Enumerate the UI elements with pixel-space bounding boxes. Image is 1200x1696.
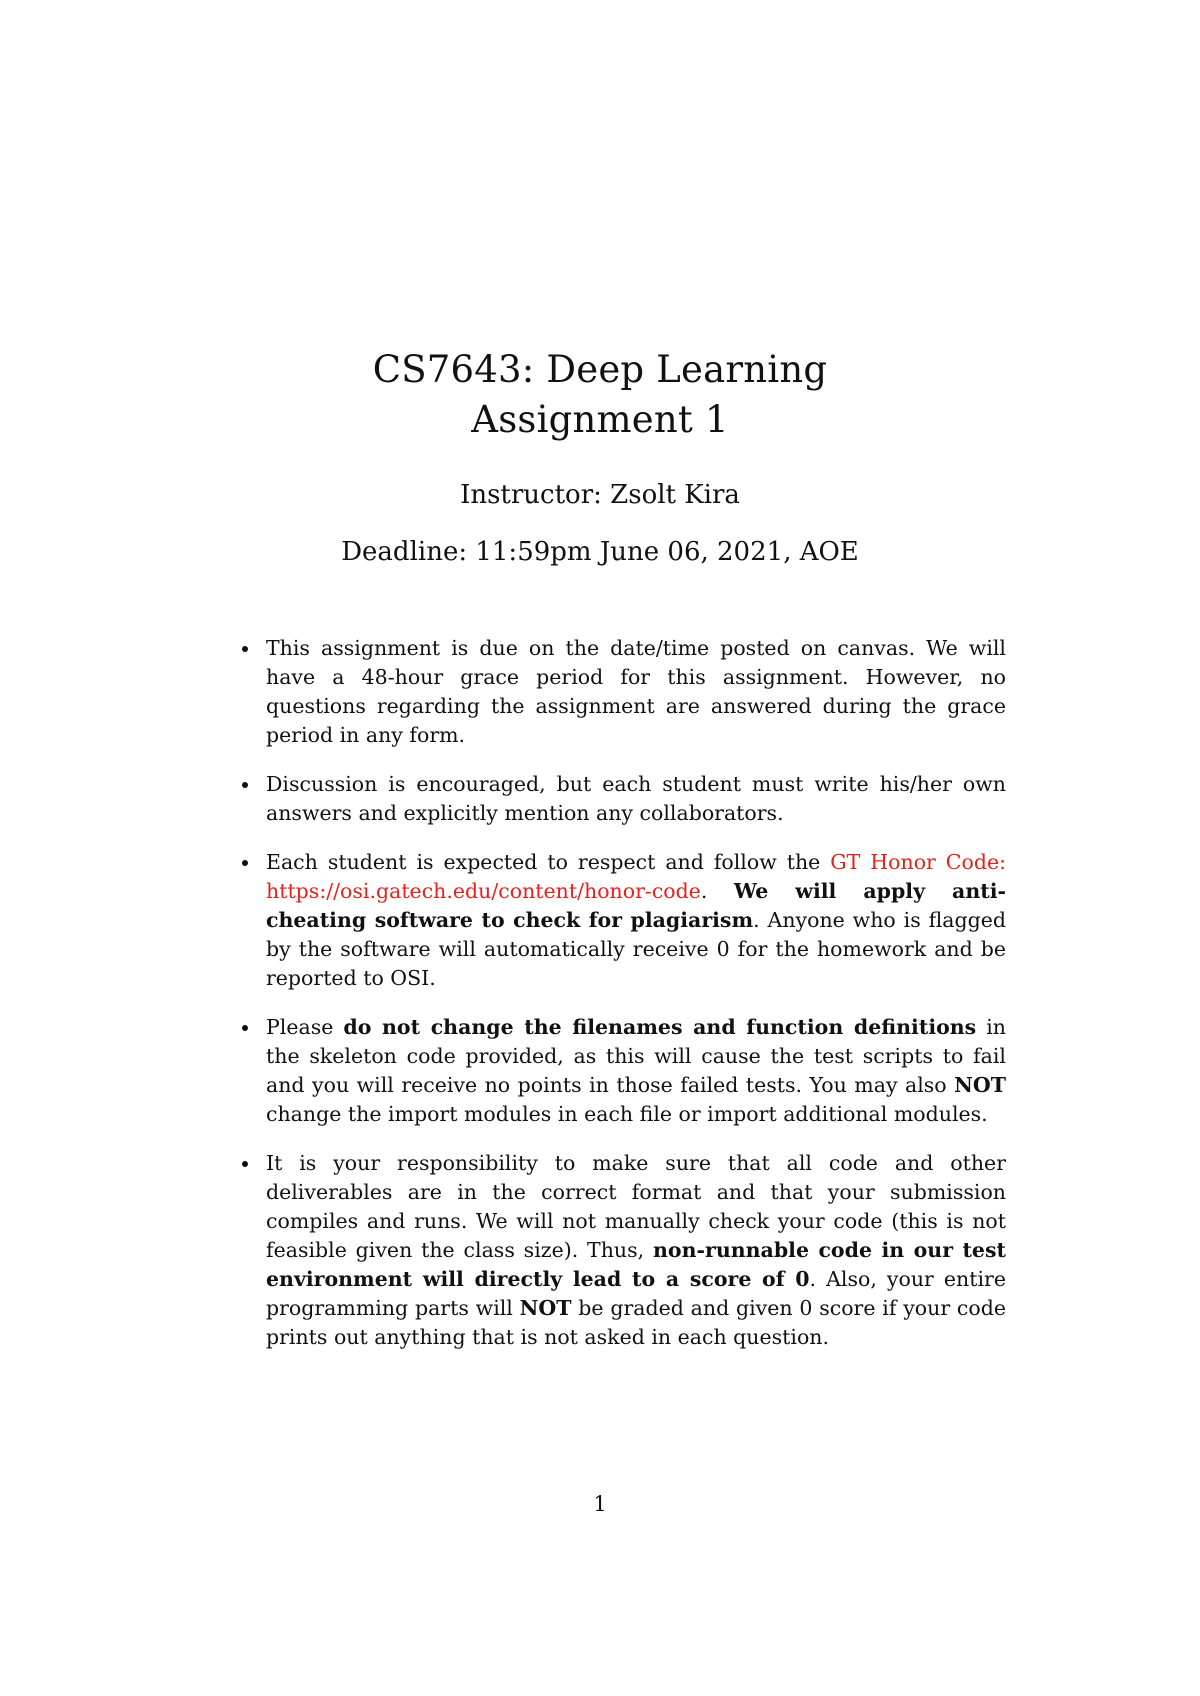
bullet-icon	[242, 860, 248, 866]
instructions-list	[266, 634, 1006, 1372]
course-title: CS7643: Deep Learning	[372, 348, 828, 391]
title-block	[0, 345, 1200, 445]
bullet-icon	[242, 1025, 248, 1031]
page-number: 1	[593, 1492, 607, 1516]
bullet-text: be graded and given 0 score if your code prints out anything that is not asked in each question.	[266, 1296, 1006, 1349]
bullet-bold-text: non-runnable code in our test environment will directly lead to a score of 0	[266, 1238, 1006, 1291]
bullet-text: This assignment is due on the date/time posted on canvas. We will have a 48-hour grace period for this assignment. However, no questions regarding the assignment are answered during the grace period in any form.	[266, 636, 1006, 747]
bullet-text: .	[700, 879, 734, 903]
assignment-title: Assignment 1	[471, 398, 729, 441]
list-item	[266, 634, 1006, 750]
list-item	[266, 770, 1006, 828]
bullet-bold-text: NOT	[954, 1073, 1006, 1097]
bullet-icon	[242, 782, 248, 788]
bullet-text: change the import modules in each file or import additional modules.	[266, 1102, 988, 1126]
bullet-text: . Also, your entire programming parts will	[266, 1267, 1006, 1320]
honor-code-link[interactable]: GT Honor Code:	[830, 850, 1006, 874]
bullet-bold-text: We will apply anti-cheating software to check for plagiarism	[266, 879, 1006, 932]
instructor-line: Instructor: Zsolt Kira	[460, 480, 740, 510]
bullet-bold-text: do not change the filenames and function definitions	[343, 1015, 977, 1039]
deadline-line: Deadline: 11:59pm June 06, 2021, AOE	[341, 537, 859, 567]
bullet-text: Discussion is encouraged, but each student must write his/her own answers and explicitly mention any collaborators.	[266, 772, 1006, 825]
bullet-text: It is your responsibility to make sure that all code and other deliverables are in the correct format and that your submission compiles and runs. We will not manually check your code (this is not feasible given the class size). Thus,	[266, 1151, 1006, 1262]
list-item	[266, 1149, 1006, 1352]
bullet-text: in the skeleton code provided, as this will cause the test scripts to fail and you will receive no points in those failed tests. You may also	[266, 1015, 1007, 1097]
list-item	[266, 848, 1006, 993]
honor-code-url-link[interactable]: https://osi.gatech.edu/content/honor-code	[266, 879, 701, 903]
bullet-text: Each student is expected to respect and follow the	[266, 850, 831, 874]
bullet-icon	[242, 1161, 248, 1167]
bullet-icon	[242, 646, 248, 652]
bullet-text: . Anyone who is flagged by the software will automatically receive 0 for the homework and be reported to OSI.	[266, 908, 1006, 990]
list-item	[266, 1013, 1006, 1129]
bullet-bold-text: NOT	[519, 1296, 572, 1320]
bullet-text: Please	[266, 1015, 344, 1039]
